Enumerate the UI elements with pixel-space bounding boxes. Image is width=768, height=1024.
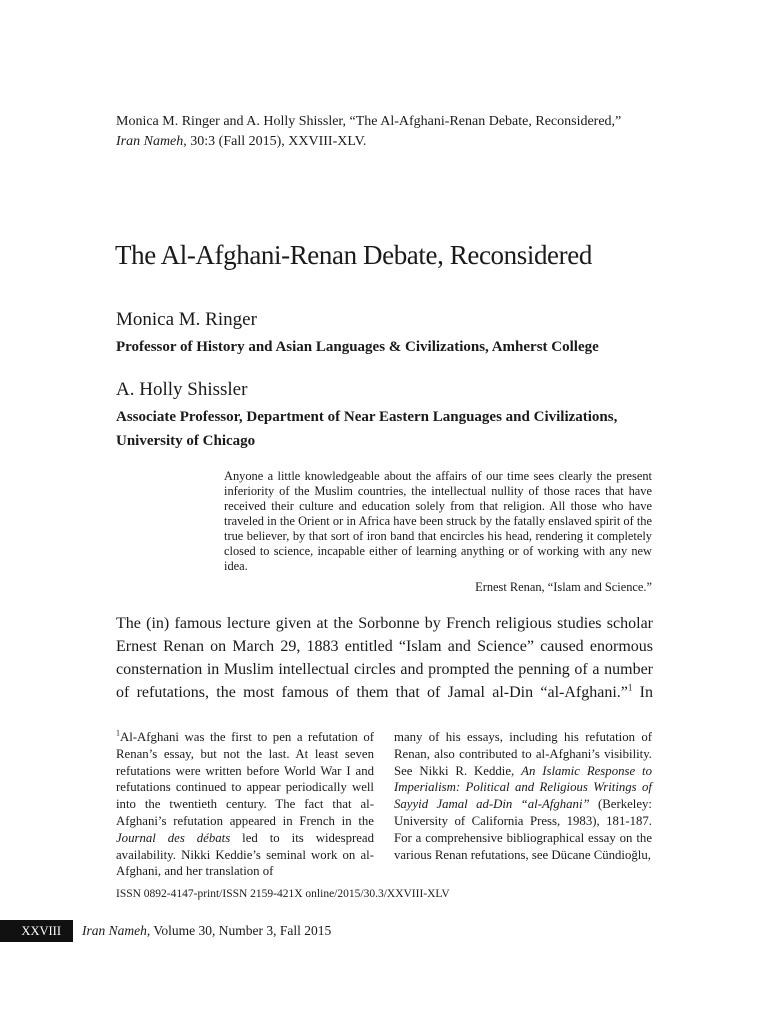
footnote-text-left-a: Al-Afghani was the first to pen a refutation of Renan’s essay, but not the last. At least seven refutations were written before World War I and refutations continued to appear periodically well into the twentieth century. The fact that al-Afghani’s refutation appeared in French in the xyxy=(116,730,374,828)
epigraph-source: Ernest Renan, “Islam and Science.” xyxy=(475,580,652,594)
page-number-box xyxy=(0,920,73,942)
footnote-text-left-b: led to its widespread availability. Nikki Keddie’s seminal work on al-Afghani, and her translation of xyxy=(116,830,374,879)
citation-authors-title: Monica M. Ringer and A. Holly Shissler, “The Al-Afghani-Renan Debate, Reconsidered,” xyxy=(116,114,622,129)
footnote-italic-book: An Islamic Response to Imperialism: Political and Religious Writings of Sayyid Jamal ad-Din “al-Afghani” xyxy=(394,763,652,812)
author-affiliation-2-line2: University of Chicago xyxy=(116,433,256,449)
author-name-2: A. Holly Shissler xyxy=(116,379,248,400)
author-affiliation-2-line1: Associate Professor, Department of Near Eastern Languages and Civilizations, xyxy=(116,409,618,425)
body-paragraph-tail: In xyxy=(632,684,654,701)
author-name-1: Monica M. Ringer xyxy=(116,309,257,330)
body-paragraph-text: The (in) famous lecture given at the Sorbonne by French religious studies scholar Ernest Renan on March 29, 1883 entitled “Islam and Science” caused enormous consternation in Muslim intellectual circles and prompted the penning of a number of refutations, the most famous of them that of Jamal al-Din “al-Afghani.” xyxy=(116,615,653,701)
footer-issue: Volume 30, Number 3, Fall 2015 xyxy=(150,923,332,938)
citation-journal: Iran Nameh xyxy=(116,134,184,149)
citation-volume: , 30:3 (Fall 2015), XXVIII-XLV. xyxy=(183,134,367,149)
footnote-text-right-b: (Berkeley: University of California Press, 1983), 181-187. For a comprehensive bibliographical essay on the various Renan refutations, see Dücane Cündioğlu, xyxy=(394,797,652,862)
citation xyxy=(116,112,676,152)
footnote-column-left xyxy=(116,729,374,880)
author-affiliation-1 xyxy=(116,335,656,359)
footer-journal-name: Iran Nameh, xyxy=(82,923,151,938)
article-title: The Al-Afghani-Renan Debate, Reconsidered xyxy=(115,240,592,270)
author-affiliation-2 xyxy=(116,405,656,453)
footnote-number: 1 xyxy=(116,728,120,738)
footnote-text-right-a: many of his essays, including his refutation of Renan, also contributed to al-Afghani’s visibility. See Nikki R. Keddie, xyxy=(394,730,652,778)
footnote-column-right xyxy=(394,729,652,863)
footer-journal-info xyxy=(82,920,331,942)
epigraph-quote: Anyone a little knowledgeable about the affairs of our time sees clearly the present inferiority of the Muslim countries, the intellectual nullity of those races that have received their culture and education solely from that religion. All those who have traveled in the Orient or in Africa have been struck by the fatally enslaved spirit of the true believer, by that sort of iron band that encircles his head, rendering it completely closed to science, incapable either of learning anything or of working with any new idea. xyxy=(224,469,652,573)
body-paragraph xyxy=(116,612,653,704)
footnote-marker[interactable]: 1 xyxy=(627,682,633,693)
footnote-italic-journal: Journal des débats xyxy=(116,830,231,845)
author-affiliation-1-line1: Professor of History and Asian Languages & Civilizations, Amherst College xyxy=(116,339,599,355)
issn-line: ISSN 0892-4147-print/ISSN 2159-421X online/2015/30.3/XXVIII-XLV xyxy=(116,888,450,900)
page-number: XXVIII xyxy=(21,924,61,938)
